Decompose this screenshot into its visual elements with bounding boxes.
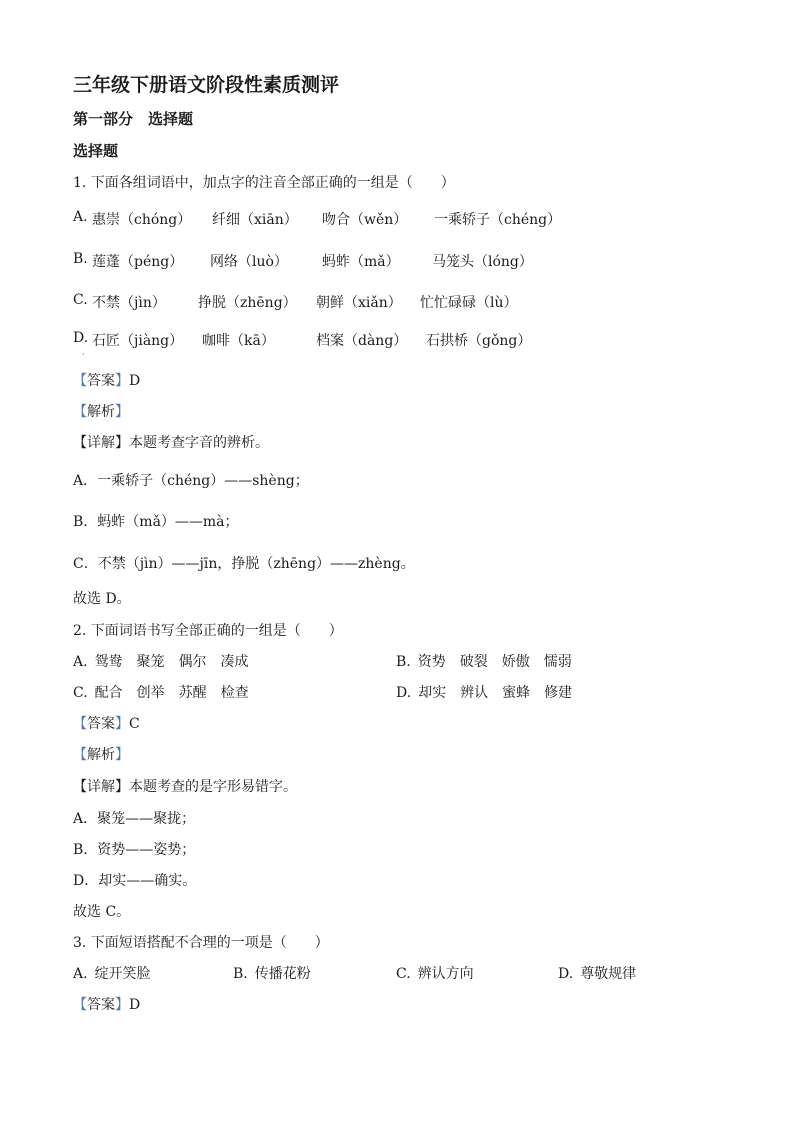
q1-option-a-item: 惠崇（chóng） (92, 212, 192, 228)
q1-analysis-label: 【解析】 (73, 404, 129, 420)
q2-stem: 2. 下面词语书写全部正确的一组是（ ） (73, 623, 343, 639)
q3-option-d (558, 963, 636, 983)
option-text: 传播花粉 (254, 966, 311, 982)
q1-option-a-item: 一乘轿子（chéng） (434, 212, 562, 228)
q2-note: D．却实——确实。 (73, 873, 197, 889)
answer-label: 答案 (87, 997, 115, 1013)
option-letter: C. (396, 966, 411, 982)
q2-option-d (396, 682, 572, 702)
q1-stem: 1. 下面各组词语中，加点字的注音全部正确的一组是（ ） (73, 175, 455, 191)
q1-option-b-letter: B. (73, 251, 88, 267)
section-heading: 选择题 (73, 142, 119, 160)
q2-detail: 【详解】本题考查的是字形易错字。 (73, 779, 297, 795)
q1-option-a-item: 吻合（wěn） (322, 212, 408, 228)
q1-detail: 【详解】本题考查字音的辨析。 (73, 435, 269, 451)
q2-conclusion: 故选 C。 (73, 904, 131, 920)
q1-note: A．一乘轿子（chéng）——shèng； (73, 473, 309, 489)
q3-answer: 【答案】D (73, 997, 141, 1013)
q1-option-d-letter: D. (73, 330, 89, 346)
q1-option-c-letter: C. (73, 292, 88, 308)
q1-option-b-item: 马笼头（lóng） (432, 254, 533, 270)
q3-answer-value: D (129, 997, 141, 1013)
q1-option-d-item: 石拱桥（gǒng） (426, 333, 532, 349)
option-letter: B. (396, 654, 411, 670)
q3-option-a (73, 963, 151, 983)
q3-option-b (233, 963, 311, 983)
answer-label: 答案 (87, 373, 115, 389)
q1-note: B．蚂蚱（mǎ）——mà； (73, 514, 239, 530)
q1-option-d-item: 石匠（jiàng） (92, 333, 184, 349)
page-title: 三年级下册语文阶段性素质测评 (73, 74, 340, 96)
stray-mark: · (82, 350, 85, 359)
q2-answer: 【答案】C (73, 716, 140, 732)
q2-option-a (73, 651, 249, 671)
q1-option-a-item: 纤细（xiān） (212, 212, 298, 228)
q1-note: C．不禁（jìn）——jīn，挣脱（zhēng）——zhèng。 (73, 556, 415, 572)
answer-label: 答案 (87, 716, 115, 732)
q2-detail-text: 本题考查的是字形易错字。 (129, 779, 297, 795)
q3-option-c (396, 963, 474, 983)
option-text: 绽开笑脸 (94, 966, 151, 982)
q1-option-c-item: 不禁（jìn） (92, 295, 166, 311)
q2-option-c (73, 682, 249, 702)
part-heading: 第一部分 选择题 (73, 110, 194, 128)
detail-label: 详解 (87, 779, 115, 795)
q2-option-b (396, 651, 572, 671)
option-letter: D. (396, 685, 412, 701)
q2-analysis-label: 【解析】 (73, 747, 129, 763)
q1-option-d-item: 咖啡（kā） (202, 333, 275, 349)
analysis-label: 解析 (87, 404, 115, 420)
analysis-label: 解析 (87, 747, 115, 763)
q1-option-b-item: 蚂蚱（mǎ） (322, 254, 400, 270)
q2-note: A．聚笼——聚拢； (73, 811, 196, 827)
q1-option-a-letter: A. (73, 209, 88, 225)
q1-option-d-item: 档案（dàng） (316, 333, 408, 349)
q2-note: B．资势——姿势； (73, 842, 196, 858)
option-text: 却实 辨认 蜜蜂 修建 (418, 685, 573, 701)
q1-option-c-item: 忙忙碌碌（lù） (420, 295, 518, 311)
option-text: 鸳鸯 聚笼 偶尔 凑成 (94, 654, 249, 670)
q1-option-c-item: 朝鲜（xiǎn） (316, 295, 402, 311)
q1-conclusion: 故选 D。 (73, 591, 131, 607)
q2-answer-value: C (129, 716, 140, 732)
option-text: 配合 创举 苏醒 检查 (94, 685, 249, 701)
q1-answer: 【答案】D (73, 373, 141, 389)
option-letter: A. (73, 654, 88, 670)
option-letter: A. (73, 966, 88, 982)
option-letter: D. (558, 966, 574, 982)
q3-stem: 3. 下面短语搭配不合理的一项是（ ） (73, 935, 329, 951)
q1-option-b-item: 莲蓬（péng） (92, 254, 184, 270)
option-letter: C. (73, 685, 88, 701)
q1-detail-text: 本题考查字音的辨析。 (129, 435, 269, 451)
q1-option-c-item: 挣脱（zhēng） (198, 295, 297, 311)
option-letter: B. (233, 966, 248, 982)
q1-answer-value: D (129, 373, 141, 389)
option-text: 资势 破裂 娇傲 懦弱 (417, 654, 572, 670)
option-text: 尊敬规律 (580, 966, 637, 982)
detail-label: 详解 (87, 435, 115, 451)
q1-option-b-item: 网络（luò） (210, 254, 288, 270)
option-text: 辨认方向 (417, 966, 474, 982)
